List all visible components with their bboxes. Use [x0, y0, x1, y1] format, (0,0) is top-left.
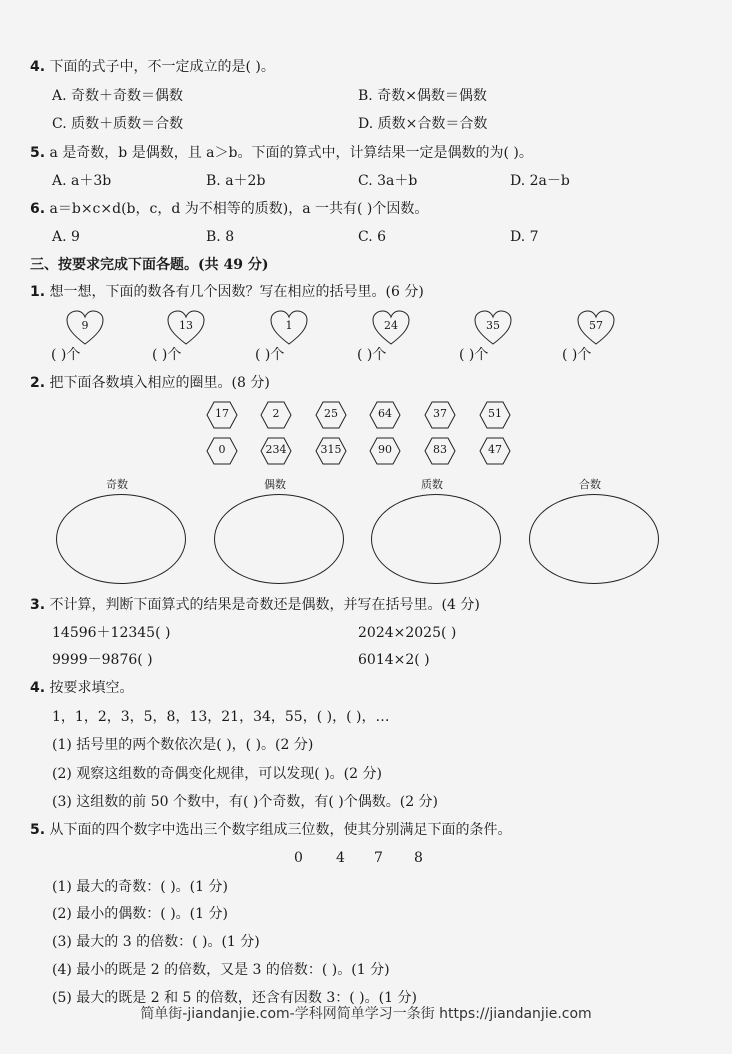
- option-a: A. 奇数＋奇数＝偶数: [52, 88, 184, 104]
- heart-shape: [166, 310, 206, 346]
- question-number: 1.: [30, 284, 46, 300]
- option-d: D. 2a－b: [510, 173, 570, 189]
- calc-item[interactable]: 6014×2( ): [358, 652, 430, 668]
- answer-oval[interactable]: [56, 494, 186, 584]
- digit: 0: [294, 850, 303, 866]
- sub-question[interactable]: (3) 这组数的前 50 个数中，有( )个奇数，有( )个偶数。(2 分): [52, 794, 439, 810]
- hexagon-number: 17: [215, 407, 229, 420]
- calc-item[interactable]: 2024×2025( ): [358, 625, 457, 641]
- question-text: a＝b×c×d(b，c，d 为不相等的质数)，a 一共有( )个因数。: [49, 201, 429, 217]
- heart-shape: [576, 310, 616, 346]
- sub-question[interactable]: (1) 最大的奇数：( )。(1 分): [52, 879, 228, 895]
- hexagon-number: 37: [433, 407, 447, 420]
- oval-label: 偶数: [264, 478, 286, 491]
- option-d: D. 7: [510, 229, 539, 245]
- answer-oval[interactable]: [214, 494, 344, 584]
- calc-item[interactable]: 9999－9876( ): [52, 652, 153, 668]
- question-text: a 是奇数，b 是偶数，且 a＞b。下面的算式中，计算结果一定是偶数的为( )。: [49, 145, 533, 161]
- option-a: A. 9: [52, 229, 80, 245]
- option-c: C. 3a＋b: [358, 173, 418, 189]
- question-text: 按要求填空。: [49, 680, 134, 696]
- hexagon-shape: [424, 401, 456, 429]
- answer-blank[interactable]: ( )个: [152, 347, 182, 363]
- question-number: 4.: [30, 59, 46, 75]
- option-b: B. a＋2b: [206, 173, 266, 189]
- hexagon-number: 64: [378, 407, 392, 420]
- question-number: 5.: [30, 145, 46, 161]
- option-b: B. 奇数×偶数＝偶数: [358, 88, 487, 104]
- digit: 4: [336, 850, 345, 866]
- answer-blank[interactable]: ( )个: [357, 347, 387, 363]
- question-4: [30, 58, 275, 76]
- hexagon-shape: [206, 401, 238, 429]
- oval-label: 质数: [421, 478, 443, 491]
- problem-1: [30, 283, 424, 301]
- heart-number: 24: [384, 319, 398, 332]
- question-6: [30, 200, 428, 218]
- heart-number: 1: [285, 319, 293, 332]
- question-number: 2.: [30, 375, 46, 391]
- question-text: 想一想，下面的数各有几个因数？写在相应的括号里。(6 分): [49, 284, 424, 300]
- option-d: D. 质数×合数＝合数: [358, 116, 488, 132]
- hexagon-shape: [206, 437, 238, 465]
- problem-2: [30, 374, 270, 392]
- sub-question[interactable]: (2) 最小的偶数：( )。(1 分): [52, 906, 228, 922]
- answer-oval[interactable]: [371, 494, 501, 584]
- hexagon-shape: [315, 437, 347, 465]
- hexagon-number: 0: [218, 443, 226, 456]
- sub-question[interactable]: (4) 最小的既是 2 的倍数，又是 3 的倍数：( )。(1 分): [52, 962, 390, 978]
- heart-number: 57: [589, 319, 603, 332]
- hexagon-shape: [260, 437, 292, 465]
- hexagon-shape: [315, 401, 347, 429]
- hexagon-shape: [479, 401, 511, 429]
- oval-label: 合数: [579, 478, 601, 491]
- heart-shape: [269, 310, 309, 346]
- hexagon-number: 2: [272, 407, 280, 420]
- question-text: 不计算，判断下面算式的结果是奇数还是偶数，并写在括号里。(4 分): [49, 597, 480, 613]
- hexagon-shape: [260, 401, 292, 429]
- sub-question[interactable]: (3) 最大的 3 的倍数：( )。(1 分): [52, 934, 260, 950]
- answer-oval[interactable]: [529, 494, 659, 584]
- sub-question[interactable]: (5) 最大的既是 2 和 5 的倍数，还含有因数 3：( )。(1 分): [52, 990, 417, 1006]
- section-title: 三、按要求完成下面各题。(共 49 分): [30, 257, 269, 273]
- answer-blank[interactable]: ( )个: [459, 347, 489, 363]
- option-b: B. 8: [206, 229, 235, 245]
- heart-shape: [65, 310, 105, 346]
- sub-question[interactable]: (2) 观察这组数的奇偶变化规律，可以发现( )。(2 分): [52, 766, 382, 782]
- hexagon-number: 83: [433, 443, 447, 456]
- hexagon-shape: [479, 437, 511, 465]
- hexagon-number: 47: [488, 443, 502, 456]
- answer-blank[interactable]: ( )个: [255, 347, 285, 363]
- hexagon-number: 25: [324, 407, 338, 420]
- option-c: C. 6: [358, 229, 387, 245]
- hexagon-number: 315: [320, 443, 342, 456]
- sub-question[interactable]: (1) 括号里的两个数依次是( )，( )。(2 分): [52, 737, 314, 753]
- question-number: 6.: [30, 201, 46, 217]
- question-text: 从下面的四个数字中选出三个数字组成三位数，使其分别满足下面的条件。: [49, 822, 512, 838]
- hexagon-shape: [424, 437, 456, 465]
- hexagon-number: 90: [378, 443, 392, 456]
- digit: 8: [414, 850, 423, 866]
- question-text: 把下面各数填入相应的圈里。(8 分): [49, 375, 270, 391]
- question-text: 下面的式子中，不一定成立的是( )。: [49, 59, 275, 75]
- heart-shape: [473, 310, 513, 346]
- footer-watermark: 简单街-jiandanjie.com-学科网简单学习一条街 https://jiandanjie.com: [140, 1006, 592, 1022]
- problem-3: [30, 596, 480, 614]
- problem-5: [30, 821, 512, 839]
- heart-number: 35: [486, 319, 500, 332]
- answer-blank[interactable]: ( )个: [51, 347, 81, 363]
- question-number: 3.: [30, 597, 46, 613]
- heart-number: 9: [81, 319, 89, 332]
- sequence[interactable]: 1，1，2，3，5，8，13，21，34，55，( )，( )，…: [52, 709, 390, 725]
- oval-label: 奇数: [106, 478, 128, 491]
- hexagon-number: 51: [488, 407, 502, 420]
- calc-item[interactable]: 14596＋12345( ): [52, 625, 171, 641]
- hexagon-shape: [369, 437, 401, 465]
- option-a: A. a＋3b: [52, 173, 112, 189]
- option-c: C. 质数＋质数＝合数: [52, 116, 184, 132]
- hexagon-number: 234: [265, 443, 287, 456]
- heart-number: 13: [179, 319, 193, 332]
- heart-shape: [371, 310, 411, 346]
- question-number: 5.: [30, 822, 46, 838]
- answer-blank[interactable]: ( )个: [562, 347, 592, 363]
- problem-4: [30, 679, 134, 697]
- hexagon-shape: [369, 401, 401, 429]
- question-5: [30, 144, 533, 162]
- question-number: 4.: [30, 680, 46, 696]
- digit: 7: [374, 850, 383, 866]
